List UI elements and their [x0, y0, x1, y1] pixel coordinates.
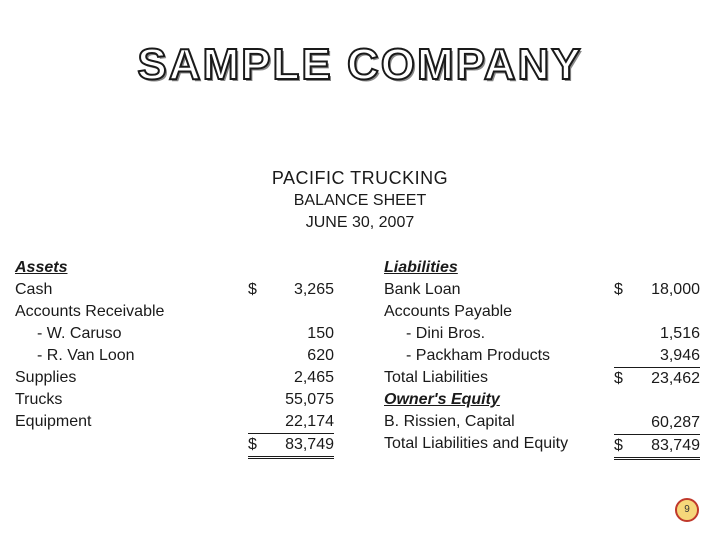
equity-amount-total: 83,749 [651, 437, 700, 454]
currency-symbol: $ [614, 437, 623, 454]
asset-amount-cash: 3,265 [293, 281, 334, 298]
liability-amount-packham: 3,946 [659, 347, 700, 364]
assets-total: 83,749 [285, 436, 334, 453]
asset-amount-cash-row [248, 279, 334, 301]
liabilities-equity-section [384, 257, 568, 455]
asset-amount-trucks-row [248, 389, 334, 411]
liability-amount-bank-loan-row [614, 279, 700, 301]
liability-amount-packham-row [614, 345, 700, 367]
asset-amount-ar-row [248, 301, 334, 323]
equity-header: Owner's Equity [384, 391, 500, 408]
statement-date: JUNE 30, 2007 [305, 214, 415, 231]
equity-amount-spacer [614, 390, 700, 412]
equity-amount-total-row [614, 434, 700, 460]
liability-amount-total: 23,462 [651, 370, 700, 387]
liability-amount-ap-row [614, 301, 700, 323]
currency-symbol: $ [248, 281, 257, 298]
asset-label-caruso: - W. Caruso [37, 325, 122, 342]
liabilities-header: Liabilities [384, 259, 458, 276]
assets-section [15, 257, 164, 433]
asset-label-van-loon: - R. Van Loon [37, 347, 135, 364]
asset-label-supplies: Supplies [15, 369, 77, 386]
liability-amount-dini: 1,516 [659, 325, 700, 342]
liability-label-total: Total Liabilities [384, 369, 489, 386]
page-number-badge: 9 [675, 498, 699, 522]
assets-amount-spacer [248, 257, 334, 279]
liability-amount-dini-row [614, 323, 700, 345]
asset-amount-equipment-row [248, 411, 334, 433]
assets-total-row [248, 433, 334, 459]
assets-amounts [248, 257, 334, 459]
asset-amount-equipment: 22,174 [285, 413, 334, 430]
asset-amount-supplies: 2,465 [293, 369, 334, 386]
liability-label-dini: - Dini Bros. [406, 325, 486, 342]
liability-label-bank-loan: Bank Loan [384, 281, 461, 298]
asset-amount-caruso: 150 [307, 325, 334, 342]
asset-label-equipment: Equipment [15, 413, 92, 430]
company-name: PACIFIC TRUCKING [271, 168, 449, 188]
liabilities-equity-amounts [614, 257, 700, 460]
asset-label-accounts-receivable: Accounts Receivable [15, 303, 165, 320]
slide-title: SAMPLE COMPANY [137, 40, 583, 89]
assets-header: Assets [15, 259, 68, 276]
liability-label-packham: - Packham Products [406, 347, 551, 364]
currency-symbol: $ [614, 370, 623, 387]
asset-amount-supplies-row [248, 367, 334, 389]
asset-amount-caruso-row [248, 323, 334, 345]
equity-amount-capital: 60,287 [651, 414, 700, 431]
liabilities-amount-spacer [614, 257, 700, 279]
liability-label-accounts-payable: Accounts Payable [384, 303, 513, 320]
asset-amount-van-loon: 620 [307, 347, 334, 364]
liability-amount-bank-loan: 18,000 [651, 281, 700, 298]
equity-amount-capital-row [614, 412, 700, 434]
equity-label-total: Total Liabilities and Equity [384, 435, 569, 452]
liability-amount-total-row [614, 367, 700, 390]
asset-amount-trucks: 55,075 [285, 391, 334, 408]
currency-symbol: $ [248, 436, 257, 453]
asset-amount-van-loon-row [248, 345, 334, 367]
currency-symbol: $ [614, 281, 623, 298]
asset-label-cash: Cash [15, 281, 53, 298]
equity-label-capital: B. Rissien, Capital [384, 413, 515, 430]
asset-label-trucks: Trucks [15, 391, 63, 408]
statement-title: BALANCE SHEET [293, 192, 427, 209]
